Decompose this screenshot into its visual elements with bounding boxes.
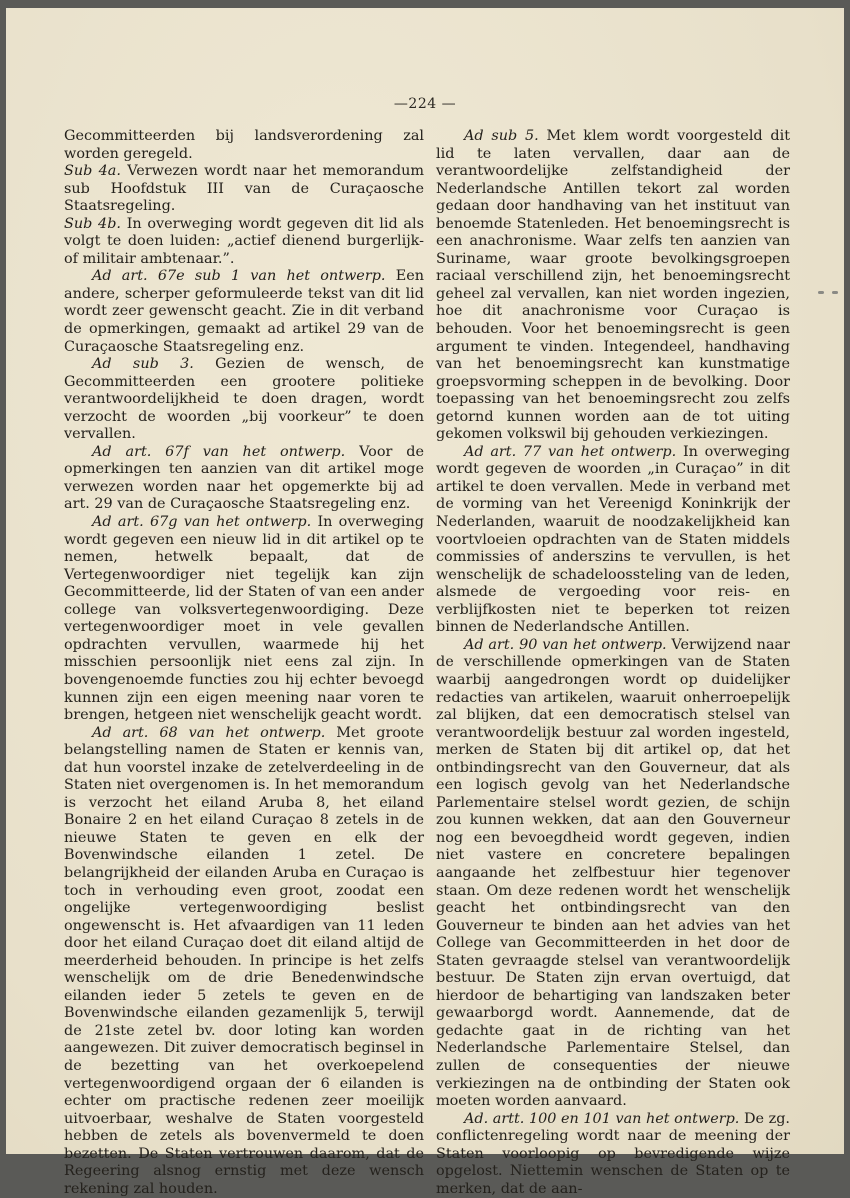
binding-hole-mark [818,291,824,294]
paragraph: Ad sub 3. Gezien de wensch, de Gecommitteerden een grootere politieke verantwoordelijkheid te doen dragen, wordt verzocht de woorden „bij voorkeur” te doen vervallen. [64,356,424,443]
paragraph: Gecommitteerden bij landsverordening zal worden geregeld. [64,128,424,162]
paragraph: Ad art. 68 van het ontwerp. Met groote belangstelling namen de Staten er kennis van, dat hun voorstel inzake de zetelverdeeling in de Staten niet overgenomen is. In het memorandum is verzocht het eiland Aruba 8, het eiland Bonaire 2 en het eiland Curaçao 8 zetels in de nieuwe Staten te geven en elk der Bovenwindsche eilanden 1 zetel. De belangrijkheid der eilanden Aruba en Curaçao is toch in verhouding even groot, zoodat een ongelijke vertegenwoordiging beslist ongewenscht is. Het afvaardigen van 11 leden door het eiland Curaçao doet dit eiland altijd de meerderheid behouden. In principe is het zelfs wenschelijk om de drie Benedenwindsche eilanden ieder 5 zetels te geven en de Bovenwindsche eilanden gezamenlijk 5, terwijl de 21ste zetel bv. door loting kan worden aangewezen. Dit zuiver democratisch beginsel in de bezetting van het overkoepelend vertegenwoordigend orgaan der 6 eilanden is echter om practische redenen zeer moeilijk uitvoerbaar, weshalve de Staten voorgesteld hebben de zetels als bovenvermeld te doen bezetten. De Staten vertrouwen daarom, dat de Regeering alsnog ernstig met deze wensch rekening zal houden. [64,724,424,1197]
right-column [436,128,790,1198]
paragraph: Sub 4b. In overweging wordt gegeven dit lid als volgt te doen luiden: „actief dienend burgerlijk- of militair ambtenaar.”. [64,215,424,267]
paragraph: Ad sub 5. Met klem wordt voorgesteld dit lid te laten vervallen, daar aan de verantwoordelijke zelfstandigheid der Nederlandsche Antillen tekort zal worden gedaan door handhaving van het instituut van benoemde Statenleden. Het benoemingsrecht is een anachronisme. Waar zelfs ten aanzien van Suriname, waar groote bevolkingsgroepen raciaal verschillend zijn, het benoemingsrecht geheel zal vervallen, kan niet worden ingezien, hoe dit anachronisme voor Curaçao is behouden. Voor het benoemingsrecht is geen argument te vinden. Integendeel, handhaving van het benoemingsrecht kan kunstmatige groepsvorming scheppen in de bevolking. Door toepassing van het benoemingsrecht zou zelfs getornd kunnen worden aan de tot uiting gekomen volkswil bij gehouden verkiezingen. [436,128,790,443]
paragraph: Ad. artt. 100 en 101 van het ontwerp. De zg. conflictenregeling wordt naar de meening der Staten voorloopig op bevredigende wijze opgelost. Niettemin wenschen de Staten op te merken, dat de aan- [436,1110,790,1197]
paragraph: Ad art. 90 van het ontwerp. Verwijzend naar de verschillende opmerkingen van de Staten waarbij aangedrongen wordt op duidelijker redacties van artikelen, waaruit onherroepelijk zal blijken, dat een democratisch stelsel van verantwoordelijk bestuur zal worden ingesteld, merken de Staten bij dit artikel op, dat het ontbindingsrecht van den Gouverneur, dat als een logisch gevolg van het Nederlandsche Parlementaire stelsel wordt gezien, de schijn zou kunnen wekken, dat aan den Gouverneur nog een bevoegdheid wordt gegeven, indien niet vastere en concretere bepalingen aangaande het zelfbestuur hier tegenover staan. Om deze redenen wordt het wenschelijk geacht het ontbindingsrecht van den Gouverneur te binden aan het advies van het College van Gecommitteerden in het door de Staten gevraagde stelsel van verantwoordelijk bestuur. De Staten zijn ervan overtuigd, dat hierdoor de behartiging van landszaken beter gewaarborgd wordt. Aannemende, dat de gedachte gaat in de richting van het Nederlandsche Parlementaire Stelsel, dan zullen de consequenties der nieuwe verkiezingen na de ontbinding der Staten ook moeten worden aanvaard. [436,636,790,1110]
paragraph: Sub 4a. Verwezen wordt naar het memorandum sub Hoofdstuk III van de Curaçaosche Staatsregeling. [64,163,424,215]
left-column [64,128,424,1198]
paragraph: Ad art. 67f van het ontwerp. Voor de opmerkingen ten aanzien van dit artikel moge verwezen worden naar het opgemerkte bij ad art. 29 van de Curaçaosche Staatsregeling enz. [64,443,425,513]
paragraph: Ad art. 67e sub 1 van het ontwerp. Een andere, scherper geformuleerde tekst van dit lid wordt zeer gewenscht geacht. Zie in dit verband de opmerkingen, gemaakt ad artikel 29 van de Curaçaosche Staatsregeling enz. [64,268,424,355]
document-page [6,8,844,1197]
page-number: —224 — [393,96,457,112]
paragraph: Ad art. 77 van het ontwerp. In overweging wordt gegeven de woorden „in Curaçao” in dit artikel te doen vervallen. Mede in verband met de vorming van het Vereenigd Koninkrijk der Nederlanden, waaruit de noodzakelijkheid kan voortvloeien opdrachten van de Staten middels commissies of anderszins te vervullen, is het wenschelijk de schadeloossteling van de leden, alsmede de vergoeding voor reis- en verblijfkosten niet te beperken tot reizen binnen de Nederlandsche Antillen. [436,443,790,636]
binding-hole-mark [832,291,838,294]
paragraph: Ad art. 67g van het ontwerp. In overweging wordt gegeven een nieuw lid in dit artikel op te nemen, hetwelk bepaalt, dat de Vertegenwoordiger niet tegelijk kan zijn Gecommitteerde, lid der Staten of van een ander college van volksvertegenwoordiging. Deze vertegenwoordiger moet in vele gevallen opdrachten vervullen, waarmede hij het misschien persoonlijk niet eens zal zijn. In bovengenoemde functies zou hij echter bevoegd kunnen zijn een eigen meening naar voren te brengen, hetgeen niet wenschelijk geacht wordt. [64,514,425,724]
